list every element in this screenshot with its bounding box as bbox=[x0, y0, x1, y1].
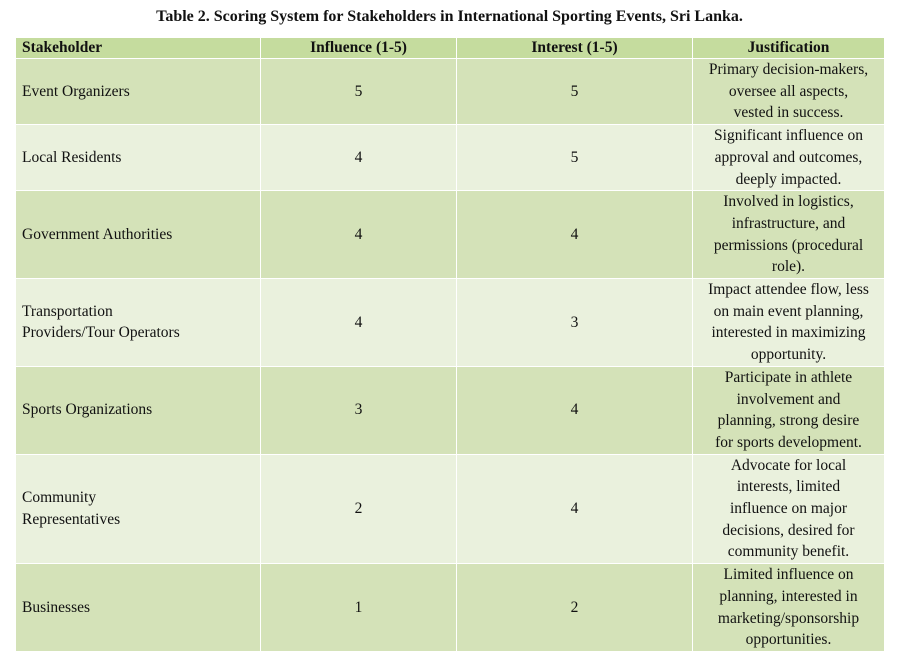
table-row bbox=[16, 454, 885, 564]
table-header-row bbox=[16, 38, 885, 59]
header-stakeholder: Stakeholder bbox=[16, 38, 261, 59]
table-row bbox=[16, 366, 885, 454]
influence-cell: 5 bbox=[261, 59, 457, 125]
justification-line: interested in maximizing bbox=[711, 324, 866, 342]
justification-line: planning, strong desire bbox=[717, 412, 860, 430]
stakeholder-cell bbox=[16, 279, 261, 367]
stakeholder-line: Community bbox=[22, 489, 97, 507]
interest-cell: 3 bbox=[457, 279, 693, 367]
stakeholder-line: Representatives bbox=[22, 510, 121, 528]
stakeholder-cell bbox=[16, 564, 261, 652]
justification-cell bbox=[693, 125, 885, 191]
justification-line: infrastructure, and bbox=[731, 214, 846, 232]
influence-cell: 3 bbox=[261, 366, 457, 454]
stakeholder-cell bbox=[16, 59, 261, 125]
justification-cell bbox=[693, 279, 885, 367]
header-interest: Interest (1-5) bbox=[457, 38, 693, 59]
justification-line: involvement and bbox=[736, 390, 841, 408]
justification-line: opportunity. bbox=[750, 346, 827, 364]
header-influence: Influence (1-5) bbox=[261, 38, 457, 59]
justification-line: Impact attendee flow, less bbox=[708, 281, 869, 299]
interest-cell: 2 bbox=[457, 564, 693, 652]
justification-line: Significant influence on bbox=[714, 127, 863, 145]
stakeholder-cell bbox=[16, 125, 261, 191]
interest-cell: 5 bbox=[457, 59, 693, 125]
justification-line: role). bbox=[771, 258, 806, 276]
justification-line: Advocate for local bbox=[730, 456, 847, 474]
table-caption: Table 2. Scoring System for Stakeholders in International Sporting Events, Sri Lanka. bbox=[156, 8, 743, 25]
stakeholder-line: Businesses bbox=[22, 598, 91, 616]
justification-line: oversee all aspects, bbox=[728, 82, 849, 100]
justification-line: for sports development. bbox=[715, 433, 862, 451]
justification-cell bbox=[693, 191, 885, 279]
stakeholder-cell bbox=[16, 191, 261, 279]
influence-cell: 1 bbox=[261, 564, 457, 652]
influence-cell: 4 bbox=[261, 125, 457, 191]
table-row bbox=[16, 59, 885, 125]
header-justification: Justification bbox=[693, 38, 885, 59]
stakeholder-cell bbox=[16, 454, 261, 564]
justification-line: permissions (procedural bbox=[713, 236, 864, 254]
table-row bbox=[16, 564, 885, 652]
interest-cell: 4 bbox=[457, 366, 693, 454]
influence-cell: 4 bbox=[261, 279, 457, 367]
interest-cell: 5 bbox=[457, 125, 693, 191]
justification-cell bbox=[693, 454, 885, 564]
justification-line: vested in success. bbox=[733, 104, 844, 122]
justification-line: influence on major bbox=[729, 500, 848, 518]
justification-line: Involved in logistics, bbox=[723, 193, 854, 211]
influence-cell: 2 bbox=[261, 454, 457, 564]
interest-cell: 4 bbox=[457, 191, 693, 279]
stakeholder-cell bbox=[16, 366, 261, 454]
interest-cell: 4 bbox=[457, 454, 693, 564]
stakeholder-line: Transportation bbox=[22, 302, 113, 320]
stakeholder-scoring-table bbox=[15, 37, 885, 652]
justification-line: Limited influence on bbox=[723, 566, 854, 584]
justification-line: Participate in athlete bbox=[724, 368, 853, 386]
justification-line: community benefit. bbox=[727, 543, 850, 561]
justification-line: planning, interested in bbox=[719, 587, 858, 605]
table-row bbox=[16, 191, 885, 279]
stakeholder-line: Government Authorities bbox=[22, 225, 173, 243]
stakeholder-line: Event Organizers bbox=[22, 82, 130, 100]
justification-line: marketing/sponsorship bbox=[717, 609, 860, 627]
stakeholder-line: Sports Organizations bbox=[22, 401, 153, 419]
stakeholder-line: Providers/Tour Operators bbox=[22, 324, 180, 342]
justification-cell bbox=[693, 59, 885, 125]
justification-line: deeply impacted. bbox=[735, 170, 842, 188]
stakeholder-line: Local Residents bbox=[22, 148, 122, 166]
justification-line: on main event planning, bbox=[713, 302, 864, 320]
justification-cell bbox=[693, 564, 885, 652]
justification-line: interests, limited bbox=[736, 478, 841, 496]
justification-line: Primary decision-makers, bbox=[708, 61, 869, 78]
justification-line: decisions, desired for bbox=[722, 521, 855, 539]
influence-cell: 4 bbox=[261, 191, 457, 279]
justification-line: opportunities. bbox=[745, 631, 832, 649]
justification-line: approval and outcomes, bbox=[714, 148, 863, 166]
table-row bbox=[16, 279, 885, 367]
table-row bbox=[16, 125, 885, 191]
justification-cell bbox=[693, 366, 885, 454]
